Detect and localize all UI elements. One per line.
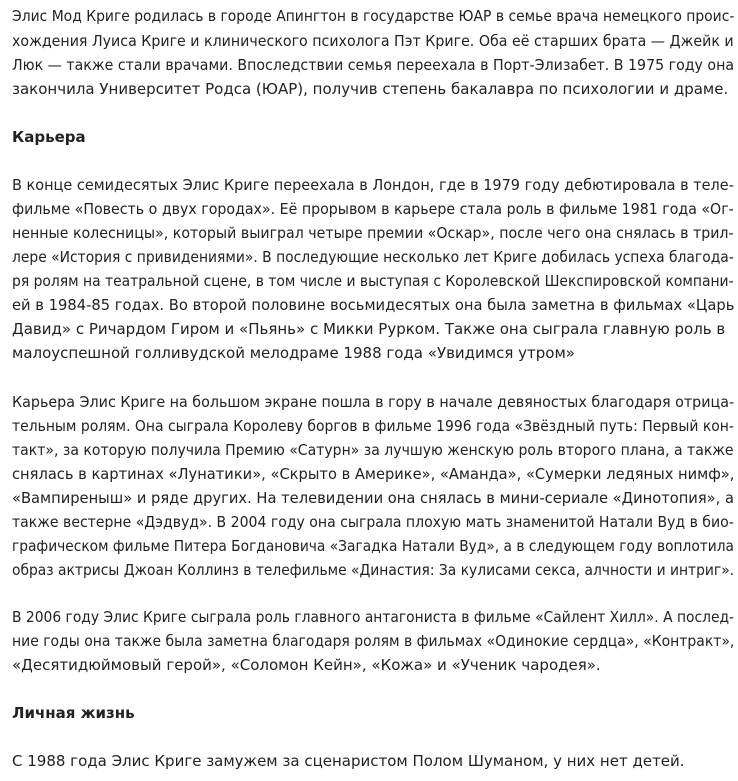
text-line: Карьера Элис Криге на большом экране пошла в гору в начале девяностых благодаря отрица- [12, 393, 735, 411]
text-line: такт», за которую получила Премию «Сатурн» за лучшую женскую роль второго плана, а также [12, 441, 734, 459]
text-line: снялась в картинах «Лунатики», «Скрыто в Америке», «Аманда», «Сумерки ледяных нимф», [12, 465, 735, 483]
text-line: В конце семидесятых Элис Криге переехала в Лондон, где в 1979 году дебютировала в теле- [12, 176, 734, 194]
text-line: малоуспешной голливудской мелодраме 1988 года «Увидимся утром» [12, 344, 575, 362]
text-line: Люк — также стали врачами. Впоследствии семья переехала в Порт-Элизабет. В 1975 году она [12, 56, 735, 74]
career-heading: Карьера [12, 128, 86, 146]
text-line: «Десятидюймовый герой», «Соломон Кейн», «Кожа» и «Ученик чародея». [12, 656, 601, 674]
text-line: ненные колесницы», который выиграл четыре премии «Оскар», после чего она снялась в трил- [12, 224, 734, 242]
text-line: В 2006 году Элис Криге сыграла роль главного антагониста в фильме «Сайлент Хилл». А послед- [12, 608, 735, 626]
text-line: фильме «Повесть о двух городах». Её прорывом в карьере стала роль в фильме 1981 года «Ог- [12, 200, 734, 218]
text-line: ря ролям на театральной сцене, в том числе и выступая с Королевской Шекспировской компани- [12, 272, 734, 290]
text-line: графическом фильме Питера Богдановича «Загадка Натали Вуд», а в следующем году воплотила [12, 537, 735, 555]
text-line: хождения Луиса Криге и клинического психолога Пэт Криге. Оба её старших брата — Джейк и [12, 32, 734, 50]
text-line: также вестерне «Дэдвуд». В 2004 году она сыграла плохую мать знаменитой Натали Вуд в био- [12, 513, 734, 531]
text-line: образ актрисы Джоан Коллинз в телефильме «Династия: За кулисами секса, алчности и интриг». [12, 561, 735, 579]
text-line: закончила Университет Родса (ЮАР), получив степень бакалавра по психологии и драме. [12, 80, 729, 98]
text-line: Элис Мод Криге родилась в городе Апингтон в государстве ЮАР в семье врача немецкого проис- [12, 7, 735, 25]
text-line: ние годы она также была заметна благодаря ролям в фильмах «Одинокие сердца», «Контракт», [12, 632, 735, 650]
text-line: лере «История с привидениями». В последующие несколько лет Криге добилась успеха благода- [12, 248, 734, 266]
text-line: ей в 1984-85 годах. Во второй половине восьмидесятых она была заметна в фильмах «Царь [12, 296, 735, 314]
personal-life-heading: Личная жизнь [12, 704, 135, 722]
text-line: «Вампиреныш» и ряде других. На телевидении она снялась в мини-сериале «Динотопия», а [12, 489, 734, 507]
text-line: тельным ролям. Она сыграла Королеву боргов в фильме 1996 года «Звёздный путь: Первый кон- [12, 417, 734, 435]
text-line: Давид» с Ричардом Гиром и «Пьянь» с Микки Рурком. Также она сыграла главную роль в [12, 320, 726, 338]
text-line: С 1988 года Элис Криге замужем за сценаристом Полом Шуманом, у них нет детей. [12, 752, 685, 770]
